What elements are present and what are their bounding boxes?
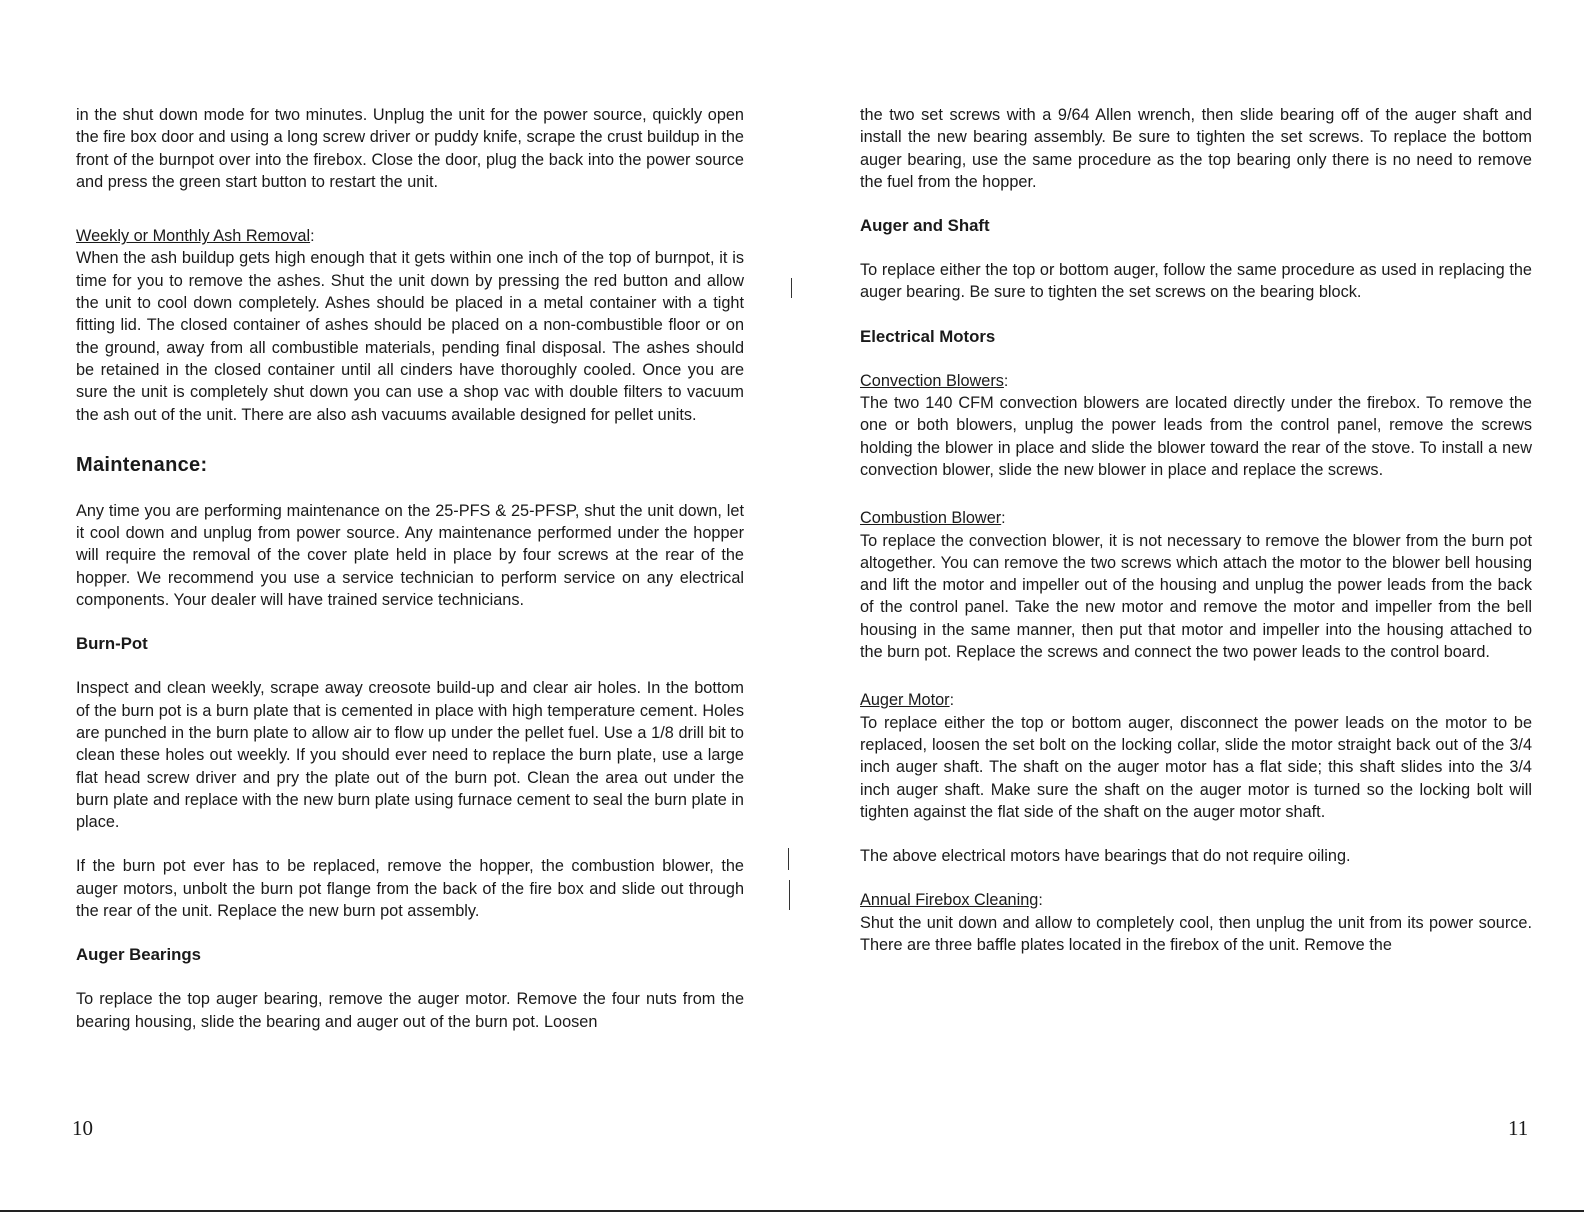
convection-blowers-paragraph: The two 140 CFM convection blowers are located directly under the firebox. To remove the one or both blowers, unplug the power leads from the control panel, remove the screws holding the blower in place and slide the blower toward the rear of the stove. To install a new convection blower, slide the new blower in place and replace the screws. [860,394,1532,479]
left-intro-paragraph: in the shut down mode for two minutes. Unplug the unit for the power source, quickly open the fire box door and using a long screw driver or puddy knife, scrape the crust buildup in the front of the burnpot over into the firebox. Close the door, plug the back into the power source and press the green start button to restart the unit. [76,106,744,191]
motor-bearings-note: The above electrical motors have bearings that do not require oiling. [860,847,1351,866]
ash-removal-heading: Weekly or Monthly Ash Removal: [76,227,315,246]
auger-bearings-heading: Auger Bearings [76,945,201,965]
page-number-right: 11 [1508,1116,1529,1140]
left-column [76,104,744,1033]
combustion-blower-heading: Combustion Blower: [860,509,1006,528]
auger-motor-paragraph: To replace either the top or bottom auger, disconnect the power leads on the motor to be replaced, loosen the set bolt on the locking collar, slide the motor straight back out of the 3/4 inch auger shaft. The shaft on the auger motor has a flat side; this shaft slides into the 3/4 inch auger shaft. Make sure the shaft on the auger motor is turned so the locking bolt will tighten against the flat side of the shaft on the auger motor shaft. [860,713,1532,821]
burn-pot-heading: Burn-Pot [76,634,148,654]
fold-mark [788,848,789,870]
convection-blowers-heading: Convection Blowers: [860,371,1009,390]
burn-pot-paragraph-2: If the burn pot ever has to be replaced, remove the hopper, the combustion blower, the auger motors, unbolt the burn pot flange from the back of the fire box and slide out through the rear of the unit. Replace the new burn pot assembly. [76,857,744,921]
auger-motor-heading: Auger Motor: [860,691,955,710]
right-intro-paragraph: the two set screws with a 9/64 Allen wrench, then slide bearing off of the auger shaft and install the new bearing assembly. Be sure to tighten the set screws. To replace the bottom auger bearing, use the same procedure as the top bearing only there is no need to remove the fuel from the hopper. [860,106,1532,191]
auger-shaft-paragraph: To replace either the top or bottom auger, follow the same procedure as used in replacing the auger bearing. Be sure to tighten the set screws on the bearing block. [860,261,1532,302]
page-number-left: 10 [72,1116,93,1140]
burn-pot-paragraph-1: Inspect and clean weekly, scrape away creosote build-up and clear air holes. In the bottom of the burn pot is a burn plate that is cemented in place with high temperature cement. Holes are punched in the burn plate to allow air to flow up under the pellet fuel. Use a 1/8 drill bit to clean these holes out weekly. If you should ever need to replace the burn plate, use a large flat head screw driver and pry the plate out of the burn pot. Clean the area out under the burn plate and replace with the new burn plate using furnace cement to seal the burn plate in place. [76,679,744,832]
combustion-blower-paragraph: To replace the convection blower, it is not necessary to remove the blower from the burn pot altogether. You can remove the two screws which attach the motor to the blower bell housing and lift the motor and impeller out of the housing and unplug the power leads from the back of the control panel. Take the new motor and remove the motor and impeller from the bell housing in the same manner, then put that motor and impeller into the housing attached to the burn pot. Replace the screws and connect the two power leads to the control board. [860,531,1532,662]
maintenance-heading: Maintenance: [76,453,208,476]
left-page [0,0,790,1225]
annual-firebox-heading: Annual Firebox Cleaning: [860,891,1043,910]
auger-shaft-heading: Auger and Shaft [860,216,990,236]
right-column [860,104,1532,956]
electrical-motors-heading: Electrical Motors [860,326,996,346]
bottom-rule [0,1210,1584,1212]
ash-removal-paragraph: When the ash buildup gets high enough that it gets within one inch of the top of burnpot, it is time for you to remove the ashes. Shut the unit down by pressing the red button and allow the unit to cool down completely. Ashes should be placed in a metal container with a tight fitting lid. The closed container of ashes should be placed on a non-combustible floor or on the ground, away from all combustible materials, pending final disposal. The ashes should be retained in the closed container until all cinders have thoroughly cooled. Once you are sure the unit is completely shut down you can use a shop vac with double filters to vacuum the ash out of the unit. There are also ash vacuums available designed for pellet units. [76,249,744,424]
right-page [790,0,1584,1225]
auger-bearings-paragraph: To replace the top auger bearing, remove the auger motor. Remove the four nuts from the bearing housing, slide the bearing and auger out of the burn pot. Loosen [76,990,744,1031]
annual-firebox-paragraph: Shut the unit down and allow to completely cool, then unplug the unit from its power source. There are three baffle plates located in the firebox of the unit. Remove the [860,913,1532,955]
maintenance-paragraph: Any time you are performing maintenance on the 25-PFS & 25-PFSP, shut the unit down, let it cool down and unplug from power source. Any maintenance performed under the hopper will require the removal of the cover plate held in place by four screws at the rear of the hopper. We recommend you use a service technician to perform service on any electrical components. Your dealer will have trained service technicians. [76,501,744,610]
